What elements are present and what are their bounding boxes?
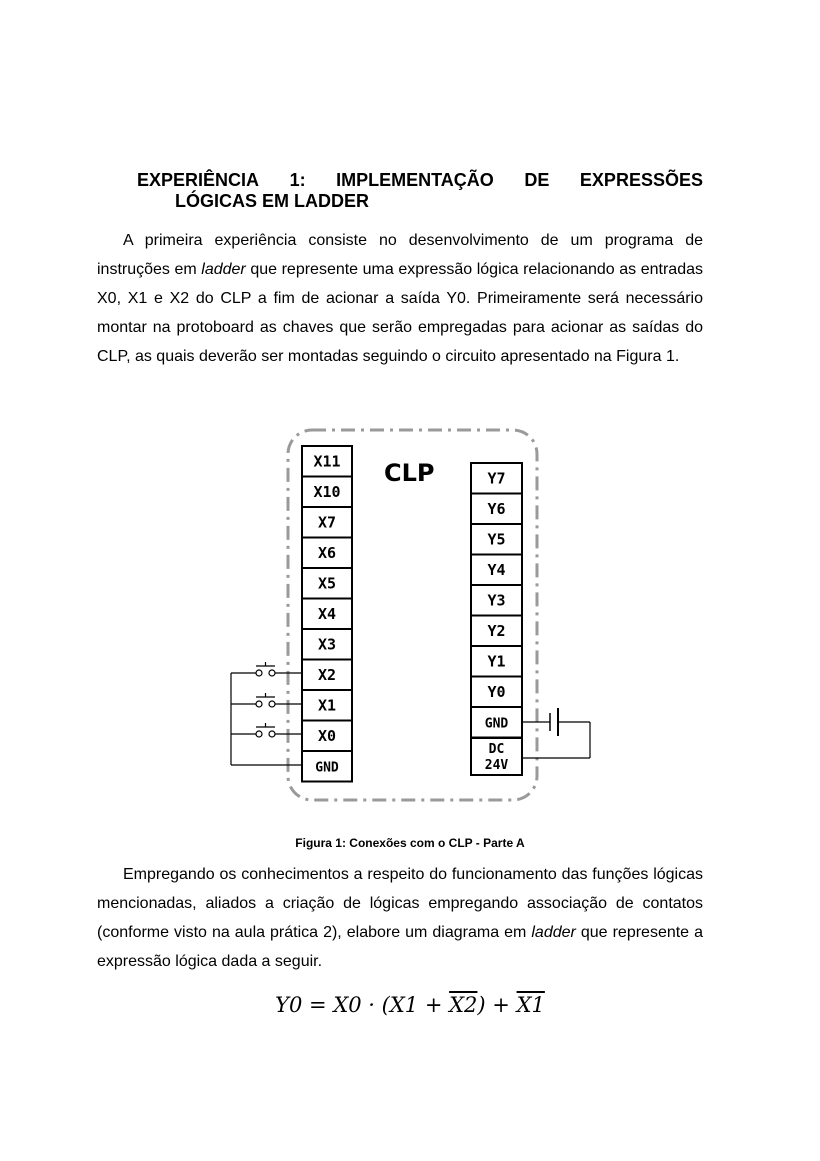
paragraph-task xyxy=(97,860,703,976)
formula-term: X0 xyxy=(333,993,362,1017)
formula-equals: = xyxy=(302,993,334,1017)
formula-negated-term: X2 xyxy=(449,993,478,1017)
plc-title: CLP xyxy=(384,459,435,487)
paragraph-run: que represente uma expressão lógica relacionando as entradas X0, X1 e X2 do CLP a fim de acionar a saída Y0. Primeiramente será necessário montar na protoboard as chaves que serão empregadas para acionar as saídas do CLP, as quais deverão ser montadas seguindo o circuito apresentado na Figura 1. xyxy=(97,261,703,365)
input-terminal-label: X2 xyxy=(317,665,337,684)
heading-word: IMPLEMENTAÇÃO xyxy=(336,170,494,190)
figure-caption: Figura 1: Conexões com o CLP - Parte A xyxy=(295,836,525,850)
paragraph-run: que represente a expressão lógica dada a seguir. xyxy=(97,924,703,970)
input-terminal-label: X3 xyxy=(317,635,337,654)
switch-x1 xyxy=(231,693,302,707)
output-terminal-block xyxy=(471,463,522,738)
formula-operator: · ( xyxy=(361,993,390,1017)
input-terminal-label: X4 xyxy=(317,604,337,623)
output-terminal-label: Y7 xyxy=(487,469,506,488)
output-terminal-label: Y5 xyxy=(487,530,506,549)
formula-term: X1 xyxy=(389,993,419,1017)
output-terminal-label: Y1 xyxy=(487,652,506,671)
heading-word: DE xyxy=(524,170,550,190)
heading-word: EXPRESSÕES xyxy=(579,170,703,190)
output-terminal-label: Y4 xyxy=(487,560,506,579)
output-terminal-label: Y3 xyxy=(487,591,506,610)
supply-terminal-label-1: DC xyxy=(488,742,505,757)
output-terminal-label: Y0 xyxy=(487,682,506,701)
heading-word: EXPERIÊNCIA xyxy=(137,170,260,190)
paragraph-run: Empregando os conhecimentos a respeito do funcionamento das funções lógicas mencionadas, aliados a criação de lógicas empregando associação de contatos (conforme visto na aula prática 2), elabore um diagrama em xyxy=(97,866,703,941)
output-terminal-label: Y2 xyxy=(487,621,506,640)
formula-lhs: Y0 xyxy=(275,993,303,1017)
output-terminal-label: Y6 xyxy=(487,499,506,518)
input-terminal-label: X0 xyxy=(317,726,337,745)
input-terminal-block xyxy=(302,446,352,782)
formula-operator: + xyxy=(418,993,450,1017)
input-terminal-label: X10 xyxy=(313,482,341,501)
paragraph-run: A primeira experiência consiste no desenvolvimento de um programa de instruções em xyxy=(97,232,703,278)
input-switches xyxy=(231,662,302,765)
switch-x2 xyxy=(231,662,302,676)
heading-word: 1: xyxy=(289,170,306,190)
input-terminal-label: X5 xyxy=(317,574,337,593)
paragraph-italic-run: ladder xyxy=(201,261,246,278)
input-terminal-label: GND xyxy=(315,760,339,776)
input-terminal-label: X7 xyxy=(317,513,337,532)
supply-terminal-label-2: 24V xyxy=(484,758,509,773)
formula-operator: ) + xyxy=(477,993,517,1017)
paragraph-italic-run: ladder xyxy=(531,924,576,941)
dc-supply-battery xyxy=(522,708,590,758)
heading-line-2: LÓGICAS EM LADDER xyxy=(175,191,370,211)
formula-negated-term: X1 xyxy=(516,993,545,1017)
input-terminal-label: X1 xyxy=(317,696,337,715)
switch-x0 xyxy=(231,723,302,737)
output-terminal-label: GND xyxy=(484,716,509,732)
logic-expression xyxy=(0,993,820,1017)
input-terminal-label: X11 xyxy=(313,452,341,471)
input-terminal-label: X6 xyxy=(317,543,337,562)
paragraph-text xyxy=(97,860,703,976)
